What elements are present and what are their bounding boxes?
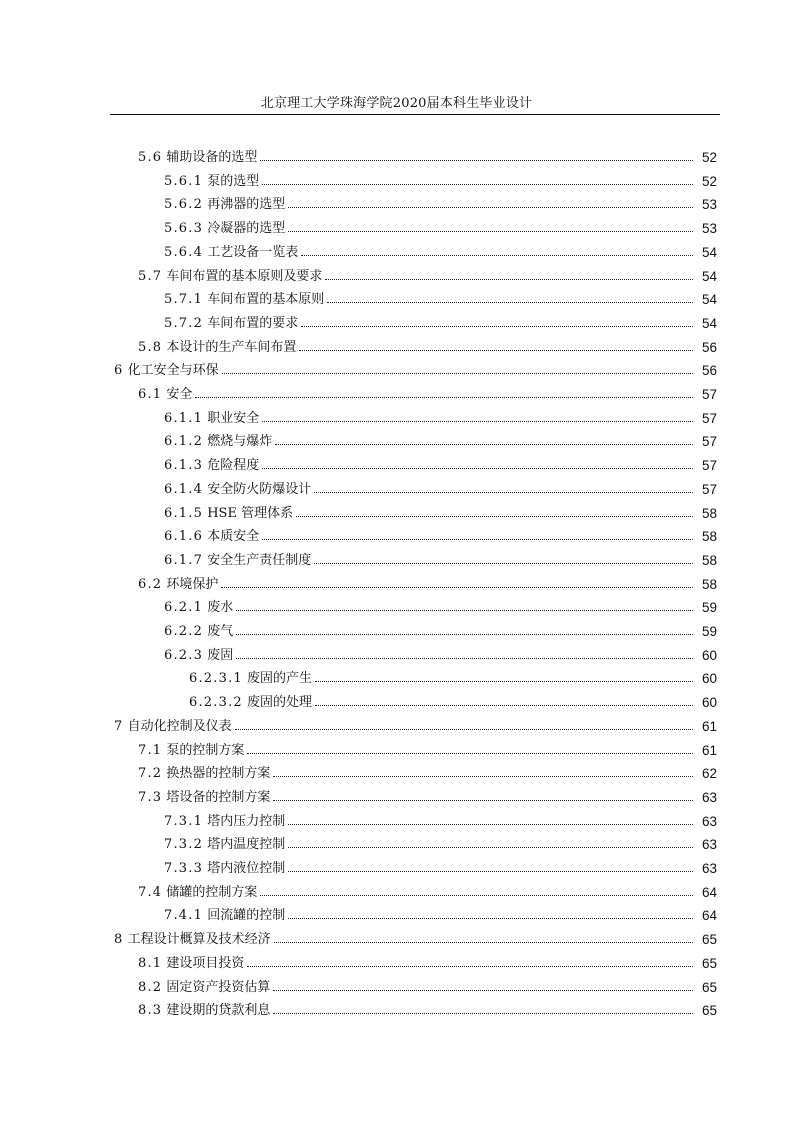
toc-entry-label <box>164 904 286 923</box>
toc-leader-dots <box>262 468 693 469</box>
toc-entry-title: 塔设备的控制方案 <box>166 789 271 805</box>
toc-entry[interactable] <box>138 783 717 805</box>
toc-page-number: 54 <box>701 292 717 308</box>
toc-page-number: 57 <box>701 481 717 497</box>
toc-leader-dots <box>314 563 693 564</box>
toc-leader-dots <box>288 847 693 848</box>
toc-entry[interactable] <box>164 427 717 449</box>
toc-page-number: 60 <box>701 671 717 687</box>
toc-leader-dots <box>273 776 693 777</box>
toc-page-number: 53 <box>701 197 717 213</box>
toc-entry-title: 废固的产生 <box>247 671 313 687</box>
toc-page-number: 64 <box>701 908 717 924</box>
toc-entry[interactable] <box>114 925 717 947</box>
toc-entry-number: 6.1.6 <box>164 529 204 545</box>
toc-page-number: 65 <box>701 932 717 948</box>
toc-entry-number: 6.1.3 <box>164 458 204 474</box>
toc-entry-label <box>114 715 233 734</box>
toc-entry-label <box>114 359 220 378</box>
toc-leader-dots <box>235 729 693 730</box>
toc-entry-title: 废气 <box>207 624 234 639</box>
toc-entry[interactable] <box>138 973 717 995</box>
toc-entry-label <box>164 857 286 876</box>
toc-entry-number: 8.3 <box>138 1003 163 1019</box>
toc-entry[interactable] <box>189 664 717 686</box>
toc-entry[interactable] <box>164 901 717 923</box>
toc-entry-number: 6.1 <box>138 387 163 402</box>
toc-entry-number: 5.8 <box>138 339 163 355</box>
toc-entry-number: 8.1 <box>138 955 163 971</box>
toc-entry-title: 环境保护 <box>166 576 219 592</box>
toc-page-number: 58 <box>701 552 717 568</box>
toc-entry[interactable] <box>164 854 717 876</box>
toc-page-number: 63 <box>701 837 717 853</box>
toc-leader-dots <box>222 373 693 374</box>
toc-page-number: 56 <box>701 363 717 379</box>
toc-entry-title: 塔内温度控制 <box>207 837 286 853</box>
toc-entry-label <box>164 407 260 426</box>
toc-entry[interactable] <box>164 522 717 544</box>
toc-entry-number: 6.2.3.2 <box>189 695 243 711</box>
toc-entry-number: 7 <box>114 718 124 734</box>
toc-leader-dots <box>262 184 693 185</box>
toc-entry[interactable] <box>164 404 717 426</box>
toc-entry-number: 5.7.2 <box>164 315 204 331</box>
toc-entry-number: 6.1.2 <box>164 434 204 450</box>
toc-entry[interactable] <box>114 712 717 734</box>
toc-entry[interactable] <box>138 736 717 758</box>
toc-entry-title: 职业安全 <box>207 410 260 426</box>
toc-entry-title: 冷凝器的选型 <box>207 221 286 237</box>
toc-entry-number: 6.1.4 <box>164 481 204 497</box>
toc-entry-number: 6 <box>114 363 124 379</box>
toc-entry-label <box>189 667 313 686</box>
toc-entry-title: 建设项目投资 <box>166 955 245 971</box>
toc-entry-title: 安全 <box>166 387 193 402</box>
toc-page-number: 59 <box>701 624 717 639</box>
toc-leader-dots <box>236 610 693 611</box>
toc-entry-number: 8.2 <box>138 979 163 995</box>
toc-entry-label <box>164 644 234 663</box>
toc-leader-dots <box>301 255 693 256</box>
toc-entry-label <box>164 525 260 544</box>
header-rule <box>110 114 720 115</box>
toc-entry-label <box>164 810 286 829</box>
toc-entry-number: 7.1 <box>138 742 163 758</box>
toc-leader-dots <box>221 587 693 588</box>
toc-leader-dots <box>288 207 693 208</box>
toc-leader-dots <box>247 966 693 967</box>
toc-entry-title: 本设计的生产车间布置 <box>166 339 297 355</box>
toc-entry-label <box>164 170 260 189</box>
toc-entry[interactable] <box>164 238 717 260</box>
toc-entry-number: 8 <box>114 932 124 948</box>
toc-entry[interactable] <box>138 759 717 781</box>
toc-page-number: 57 <box>701 458 717 474</box>
toc-entry-title: 安全防火防爆设计 <box>207 481 312 497</box>
toc-leader-dots <box>288 918 693 919</box>
header-title: 北京理工大学珠海学院2020届本科生毕业设计 <box>260 96 533 111</box>
toc-page-number: 63 <box>701 861 717 876</box>
toc-entry[interactable] <box>138 380 717 402</box>
toc-page-number: 54 <box>701 268 717 284</box>
toc-entry-number: 5.6.4 <box>164 244 204 260</box>
toc-entry-label <box>164 217 286 236</box>
toc-entry-title: 废固的处理 <box>247 695 313 711</box>
toc-entry-number: 7.3.3 <box>164 861 204 876</box>
toc-entry-number: 7.2 <box>138 766 163 782</box>
toc-page-number: 57 <box>701 434 717 450</box>
toc-leader-dots <box>262 539 693 540</box>
toc-entry-number: 5.6.1 <box>164 173 204 189</box>
toc-entry[interactable] <box>164 285 717 307</box>
toc-entry-number: 7.3 <box>138 789 163 805</box>
toc-leader-dots <box>273 1013 693 1014</box>
toc-entry-title: 燃烧与爆炸 <box>207 434 273 450</box>
toc-leader-dots <box>288 231 693 232</box>
toc-entry[interactable] <box>189 688 717 710</box>
toc-entry-number: 6.1.5 <box>164 505 204 521</box>
toc-page-number: 64 <box>701 884 717 900</box>
toc-page-number: 65 <box>701 979 717 995</box>
toc-entry-label <box>164 833 286 852</box>
toc-entry-label <box>164 454 260 473</box>
toc-entry-title: 建设期的贷款利息 <box>166 1003 271 1019</box>
toc-page-number: 54 <box>701 315 717 331</box>
toc-entry-label <box>189 691 313 710</box>
toc-entry[interactable] <box>164 190 717 212</box>
toc-entry-label <box>114 928 272 947</box>
toc-page-number: 60 <box>701 647 717 663</box>
toc-entry[interactable] <box>138 996 717 1018</box>
toc-entry[interactable] <box>164 546 717 568</box>
toc-entry-title: 塔内液位控制 <box>207 861 286 876</box>
toc-entry-title: 化工安全与环保 <box>127 363 219 379</box>
toc-entry-label <box>138 999 271 1018</box>
toc-entry-label <box>138 146 258 165</box>
toc-page-number: 54 <box>701 244 717 260</box>
toc-page-number: 60 <box>701 695 717 711</box>
toc-page-number: 57 <box>701 387 717 402</box>
toc-entry-title: 泵的控制方案 <box>166 742 245 758</box>
toc-leader-dots <box>275 444 693 445</box>
toc-entry[interactable] <box>164 830 717 852</box>
toc-page-number: 58 <box>701 505 717 521</box>
toc-page-number: 58 <box>701 529 717 545</box>
toc-entry[interactable] <box>164 309 717 331</box>
toc-page-number: 61 <box>701 718 717 734</box>
toc-entry-number: 7.3.2 <box>164 837 204 853</box>
toc-page-number: 65 <box>701 955 717 971</box>
toc-entry-label <box>164 502 294 521</box>
toc-entry-number: 6.2 <box>138 576 163 592</box>
page-header <box>0 92 793 111</box>
toc-entry[interactable] <box>164 593 717 615</box>
toc-leader-dots <box>260 160 693 161</box>
toc-leader-dots <box>299 350 693 351</box>
toc-leader-dots <box>247 753 693 754</box>
toc-page-number: 56 <box>701 339 717 355</box>
toc-entry-title: 回流罐的控制 <box>207 908 286 924</box>
toc-entry-label <box>138 952 245 971</box>
toc-page-number: 59 <box>701 600 717 616</box>
toc-entry[interactable] <box>138 878 717 900</box>
toc-entry-number: 5.7.1 <box>164 292 204 308</box>
toc-entry-number: 6.2.1 <box>164 600 204 616</box>
toc-entry-label <box>164 241 299 260</box>
toc-entry-title: 工艺设备一览表 <box>207 244 299 260</box>
toc-entry-title: 塔内压力控制 <box>207 813 286 829</box>
toc-leader-dots <box>236 634 693 635</box>
toc-entry-number: 7.4.1 <box>164 908 204 924</box>
toc-entry[interactable] <box>164 499 717 521</box>
toc-page-number: 52 <box>701 173 717 189</box>
toc-entry-title: 废固 <box>207 647 234 663</box>
toc-leader-dots <box>325 279 693 280</box>
toc-entry[interactable] <box>138 333 717 355</box>
toc-entry[interactable] <box>138 262 717 284</box>
toc-page-number: 63 <box>701 813 717 829</box>
toc-leader-dots <box>273 800 693 801</box>
toc-page-number: 57 <box>701 410 717 426</box>
toc-entry[interactable] <box>114 356 717 378</box>
toc-entry-label <box>138 265 323 284</box>
toc-leader-dots <box>262 421 693 422</box>
toc-entry-number: 6.2.3 <box>164 647 204 663</box>
toc-entry-number: 5.6 <box>138 150 163 165</box>
toc-leader-dots <box>301 326 693 327</box>
toc-page-number: 52 <box>701 150 717 165</box>
toc-entry-label <box>138 881 258 900</box>
toc-entry-title: 工程设计概算及技术经济 <box>127 932 271 948</box>
toc-leader-dots <box>314 492 693 493</box>
toc-entry-number: 6.2.3.1 <box>189 671 243 687</box>
toc-entry-label <box>164 549 312 568</box>
toc-entry-label <box>164 288 325 307</box>
toc-entry-title: 车间布置的要求 <box>207 315 299 331</box>
toc-entry[interactable] <box>164 641 717 663</box>
toc-entry-title: 车间布置的基本原则 <box>207 292 325 308</box>
toc-leader-dots <box>327 302 693 303</box>
toc-entry-title: 废水 <box>207 600 234 616</box>
toc-entry[interactable] <box>138 143 717 165</box>
toc-leader-dots <box>195 397 693 398</box>
toc-entry-label <box>138 762 271 781</box>
toc-entry-number: 5.6.3 <box>164 221 204 237</box>
toc-entry-number: 7.3.1 <box>164 813 204 829</box>
toc-entry-label <box>164 620 234 639</box>
toc-leader-dots <box>288 871 693 872</box>
toc-entry[interactable] <box>164 167 717 189</box>
toc-entry-title: 危险程度 <box>207 458 260 474</box>
toc-entry[interactable] <box>138 949 717 971</box>
toc-leader-dots <box>236 658 693 659</box>
toc-page-number: 65 <box>701 1003 717 1019</box>
toc-entry-number: 5.6.2 <box>164 197 204 213</box>
toc-entry-label <box>138 739 245 758</box>
toc-leader-dots <box>273 990 693 991</box>
toc-entry[interactable] <box>164 451 717 473</box>
toc-entry[interactable] <box>164 807 717 829</box>
toc-entry-number: 5.7 <box>138 268 163 284</box>
toc-entry-label <box>164 193 286 212</box>
toc-entry-label <box>138 573 219 592</box>
toc-entry-title: 储罐的控制方案 <box>166 884 258 900</box>
toc-leader-dots <box>315 705 693 706</box>
toc-entry[interactable] <box>138 570 717 592</box>
toc-entry-title: 车间布置的基本原则及要求 <box>166 268 323 284</box>
toc-page-number: 58 <box>701 576 717 592</box>
toc-entry-number: 7.4 <box>138 884 163 900</box>
toc-page-number: 62 <box>701 766 717 782</box>
toc-entry[interactable] <box>164 214 717 236</box>
toc-entry-number: 6.1.7 <box>164 552 204 568</box>
toc-entry-title: 本质安全 <box>207 529 260 545</box>
toc-entry-title: 安全生产责任制度 <box>207 552 312 568</box>
toc-page-number: 61 <box>701 742 717 758</box>
toc-leader-dots <box>260 895 693 896</box>
toc-entry-label <box>164 312 299 331</box>
toc-entry[interactable] <box>164 475 717 497</box>
toc-entry[interactable] <box>164 617 717 639</box>
toc-entry-title: 换热器的控制方案 <box>166 766 271 782</box>
toc-entry-title: 泵的选型 <box>207 173 260 189</box>
toc-entry-title: 固定资产投资估算 <box>166 979 271 995</box>
toc-entry-title: HSE 管理体系 <box>207 505 294 521</box>
toc-leader-dots <box>296 516 693 517</box>
toc-entry-number: 6.2.2 <box>164 624 204 639</box>
toc-leader-dots <box>288 824 693 825</box>
toc-leader-dots <box>315 681 693 682</box>
toc-entry-label <box>164 478 312 497</box>
toc-entry-label <box>138 383 193 402</box>
toc-entry-title: 自动化控制及仪表 <box>127 718 232 734</box>
toc-entry-label <box>164 430 273 449</box>
toc-page-number: 53 <box>701 221 717 237</box>
toc-entry-label <box>138 336 297 355</box>
toc-entry-title: 再沸器的选型 <box>207 197 286 213</box>
toc-leader-dots <box>274 942 693 943</box>
toc-entry-title: 辅助设备的选型 <box>166 150 258 165</box>
toc-page-number: 63 <box>701 789 717 805</box>
toc-entry-number: 6.1.1 <box>164 410 204 426</box>
toc-entry-label <box>138 976 271 995</box>
toc-entry-label <box>138 786 271 805</box>
toc-entry-label <box>164 596 234 615</box>
